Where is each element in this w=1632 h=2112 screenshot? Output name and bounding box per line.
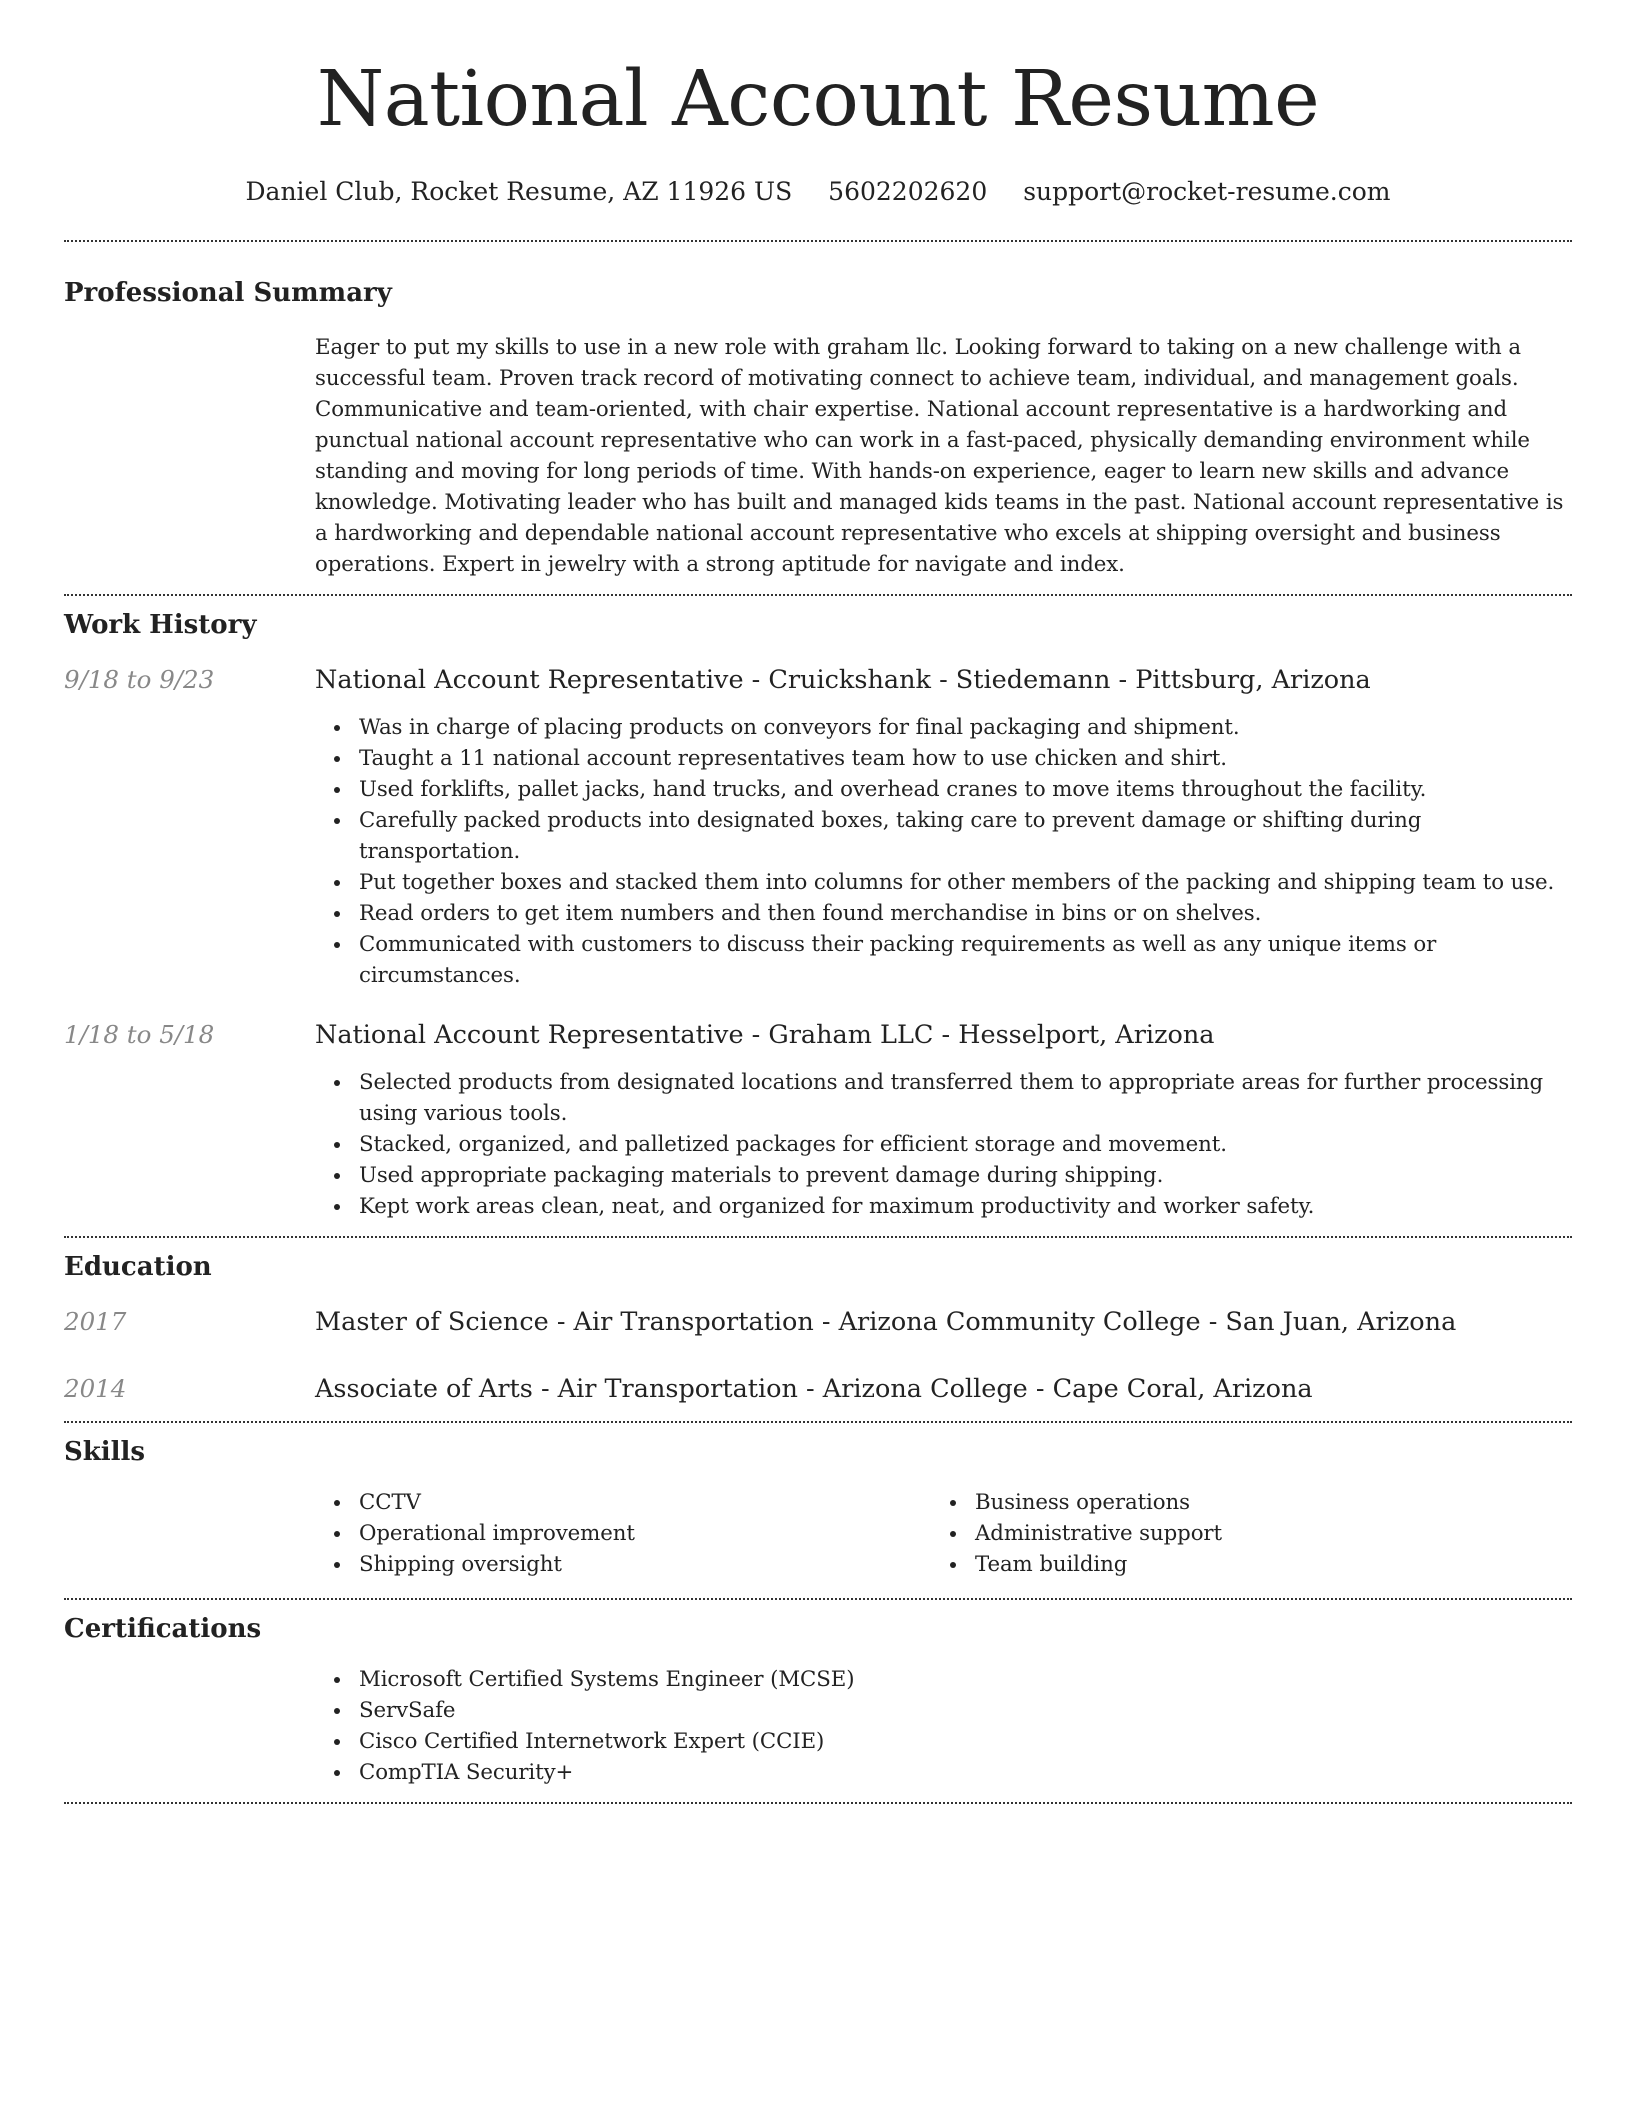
- list-item: Shipping oversight: [359, 1549, 931, 1580]
- job-title: National Account Representative - Graham LLC - Hesselport, Arizona: [315, 1020, 1215, 1050]
- list-item: Administrative support: [975, 1518, 1547, 1549]
- list-item: Communicated with customers to discuss their packing requirements as well as any unique items or circumstances.: [359, 929, 1572, 991]
- list-item: Selected products from designated locations and transferred them to appropriate areas for further processing using various tools.: [359, 1067, 1572, 1129]
- job-bullets: [64, 1067, 1572, 1236]
- resume-page: [64, 0, 1572, 1804]
- list-item: Team building: [975, 1549, 1547, 1580]
- list-item: Carefully packed products into designated boxes, taking care to prevent damage or shifting during transportation.: [359, 805, 1572, 867]
- certifications-heading: Certifications: [64, 1614, 262, 1644]
- list-item: Business operations: [975, 1487, 1547, 1518]
- job-entry: [64, 1019, 1572, 1236]
- education-entry: [64, 1306, 1572, 1338]
- skills-grid: [315, 1487, 1572, 1598]
- contact-address: Daniel Club, Rocket Resume, AZ 11926 US: [245, 177, 793, 206]
- list-item: Operational improvement: [359, 1518, 931, 1549]
- summary-section: [64, 242, 1572, 594]
- certifications-list: [64, 1664, 1572, 1802]
- list-item: ServSafe: [359, 1695, 1572, 1726]
- job-dates: 1/18 to 5/18: [64, 1020, 215, 1049]
- skills-section: [64, 1423, 1572, 1598]
- skills-list-right: [931, 1487, 1547, 1580]
- work-history-heading: Work History: [64, 610, 257, 640]
- education-degree: Associate of Arts - Air Transportation - Arizona College - Cape Coral, Arizona: [315, 1374, 1313, 1404]
- education-heading: Education: [64, 1252, 212, 1282]
- certifications-section: [64, 1600, 1572, 1802]
- list-item: Kept work areas clean, neat, and organized for maximum productivity and worker safety.: [359, 1191, 1572, 1222]
- list-item: Used forklifts, pallet jacks, hand trucks, and overhead cranes to move items throughout the facility.: [359, 774, 1572, 805]
- summary-heading: Professional Summary: [64, 278, 392, 308]
- skills-heading: Skills: [64, 1437, 146, 1467]
- job-entry: [64, 664, 1572, 991]
- list-item: Used appropriate packaging materials to prevent damage during shipping.: [359, 1160, 1572, 1191]
- list-item: CCTV: [359, 1487, 931, 1518]
- education-year: 2014: [64, 1374, 127, 1403]
- education-section: [64, 1238, 1572, 1421]
- list-item: Was in charge of placing products on conveyors for final packaging and shipment.: [359, 712, 1572, 743]
- job-title: National Account Representative - Cruickshank - Stiedemann - Pittsburg, Arizona: [315, 665, 1371, 695]
- list-item: Stacked, organized, and palletized packages for efficient storage and movement.: [359, 1129, 1572, 1160]
- list-item: Taught a 11 national account representatives team how to use chicken and shirt.: [359, 743, 1572, 774]
- list-item: CompTIA Security+: [359, 1757, 1572, 1788]
- list-item: Microsoft Certified Systems Engineer (MCSE): [359, 1664, 1572, 1695]
- skills-list-left: [315, 1487, 931, 1580]
- education-entry: [64, 1373, 1572, 1421]
- education-degree: Master of Science - Air Transportation - Arizona Community College - San Juan, Arizona: [315, 1307, 1457, 1337]
- list-item: Put together boxes and stacked them into columns for other members of the packing and shipping team to use.: [359, 867, 1572, 898]
- contact-email: support@rocket-resume.com: [1023, 177, 1391, 206]
- contact-line: [64, 176, 1572, 208]
- resume-title: National Account Resume: [316, 55, 1320, 144]
- job-bullets: [64, 712, 1572, 991]
- job-dates: 9/18 to 9/23: [64, 665, 215, 694]
- education-year: 2017: [64, 1307, 127, 1336]
- divider: [64, 1802, 1572, 1804]
- contact-phone: 5602202620: [828, 177, 988, 206]
- list-item: Cisco Certified Internetwork Expert (CCIE): [359, 1726, 1572, 1757]
- work-history-section: [64, 596, 1572, 1236]
- summary-text: Eager to put my skills to use in a new role with graham llc. Looking forward to taking on a new challenge with a successful team. Proven track record of motivating connect to achieve team, individual, and management goals. Communicative and team-oriented, with chair expertise. National account representative is a hardworking and punctual national account representative who can work in a fast-paced, physically demanding environment while standing and moving for long periods of time. With hands-on experience, eager to learn new skills and advance knowledge. Motivating leader who has built and managed kids teams in the past. National account representative is a hardworking and dependable national account representative who excels at shipping oversight and business operations. Expert in jewelry with a strong aptitude for navigate and index.: [315, 335, 1564, 577]
- list-item: Read orders to get item numbers and then found merchandise in bins or on shelves.: [359, 898, 1572, 929]
